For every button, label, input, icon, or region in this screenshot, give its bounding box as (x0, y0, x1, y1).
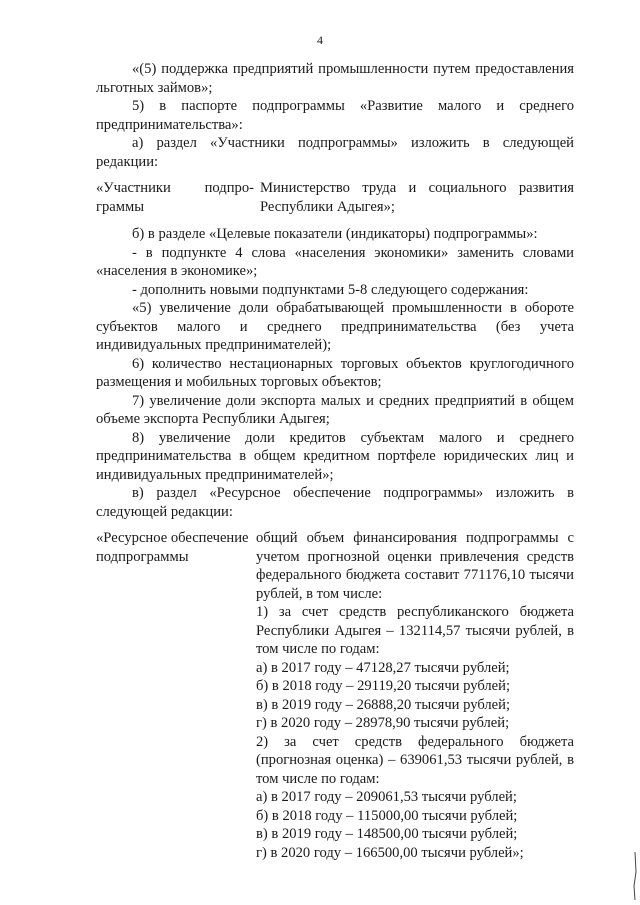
resources-year-2020-republic: г) в 2020 году – 28978,90 тысячи рублей; (256, 715, 510, 731)
participants-table-row (96, 179, 574, 216)
resources-intro: общий объем финансирования подпрограммы с учетом прогнозной оценки привлечения средств федерального бюджета составит 771176,10 тысячи рублей, в том числе: (256, 530, 574, 602)
scan-edge-mark (632, 852, 638, 900)
resources-year-2020-federal: г) в 2020 году – 166500,00 тысячи рублей»; (256, 844, 524, 861)
resources-year-2018-federal: б) в 2018 году – 115000,00 тысячи рублей; (256, 807, 518, 824)
participants-label-line2: граммы (96, 198, 145, 215)
page-number: 4 (317, 33, 323, 47)
resources-item-1: 1) за счет средств республиканского бюджета Республики Адыгея – 132114,57 тысячи рублей, в том числе по годам: (256, 604, 574, 657)
resources-value (256, 529, 574, 862)
paragraph-support-loans: «(5) поддержка предприятий промышленности путем предоставления льготных займов»; (96, 61, 574, 96)
resources-year-2019-federal: в) в 2019 году – 148500,00 тысячи рублей; (256, 826, 518, 842)
paragraph-add-subitems: - дополнить новыми подпунктами 5-8 следующего содержания: (132, 281, 529, 298)
resources-year-2017-federal: а) в 2017 году – 209061,53 тысячи рублей; (256, 789, 517, 805)
paragraph-passport-subprogram: 5) в паспорте подпрограммы «Развитие малого и среднего предпринимательства»: (96, 98, 574, 133)
participants-label-line1: «Участники подпро- (96, 180, 254, 196)
paragraph-subitem-8: 8) увеличение доли кредитов субъектам малого и среднего предпринимательства в общем кредитном портфеле юридических лиц и индивидуальных предпринимателей»; (96, 429, 574, 483)
paragraph-subitem-5: «5) увеличение доли обрабатывающей промышленности в обороте субъектов малого и среднего предпринимательства (без учета индивидуальных предпринимателей); (96, 300, 574, 353)
resources-year-2019-republic: в) в 2019 году – 26888,20 тысячи рублей; (256, 696, 511, 713)
resources-table-row (96, 529, 574, 862)
resources-label: «Ресурсное обеспечение подпрограммы (96, 530, 249, 565)
document-body (96, 60, 574, 862)
paragraph-target-indicators: б) в разделе «Целевые показатели (индикаторы) подпрограммы»: (132, 226, 538, 242)
participants-label (96, 179, 254, 216)
resources-year-2017-republic: а) в 2017 году – 47128,27 тысячи рублей; (256, 659, 510, 676)
paragraph-subitem-7: 7) увеличение доли экспорта малых и средних предприятий в общем объеме экспорта Республики Адыгея; (96, 392, 574, 427)
paragraph-resources-section: в) раздел «Ресурсное обеспечение подпрограммы» изложить в следующей редакции: (96, 485, 574, 520)
participants-value: Министерство труда и социального развития Республики Адыгея»; (260, 180, 574, 215)
resources-item-2: 2) за счет средств федерального бюджета (прогнозная оценка) – 639061,53 тысячи рублей, в том числе по годам: (256, 733, 574, 787)
paragraph-subitem-4: - в подпункте 4 слова «населения экономики» заменить словами «населения в экономике»; (96, 244, 574, 279)
paragraph-participants-section: а) раздел «Участники подпрограммы» изложить в следующей редакции: (96, 135, 574, 170)
paragraph-subitem-6: 6) количество нестационарных торговых объектов круглогодичного размещения и мобильных торговых объектов; (96, 355, 574, 390)
resources-year-2018-republic: б) в 2018 году – 29119,20 тысячи рублей; (256, 678, 511, 694)
